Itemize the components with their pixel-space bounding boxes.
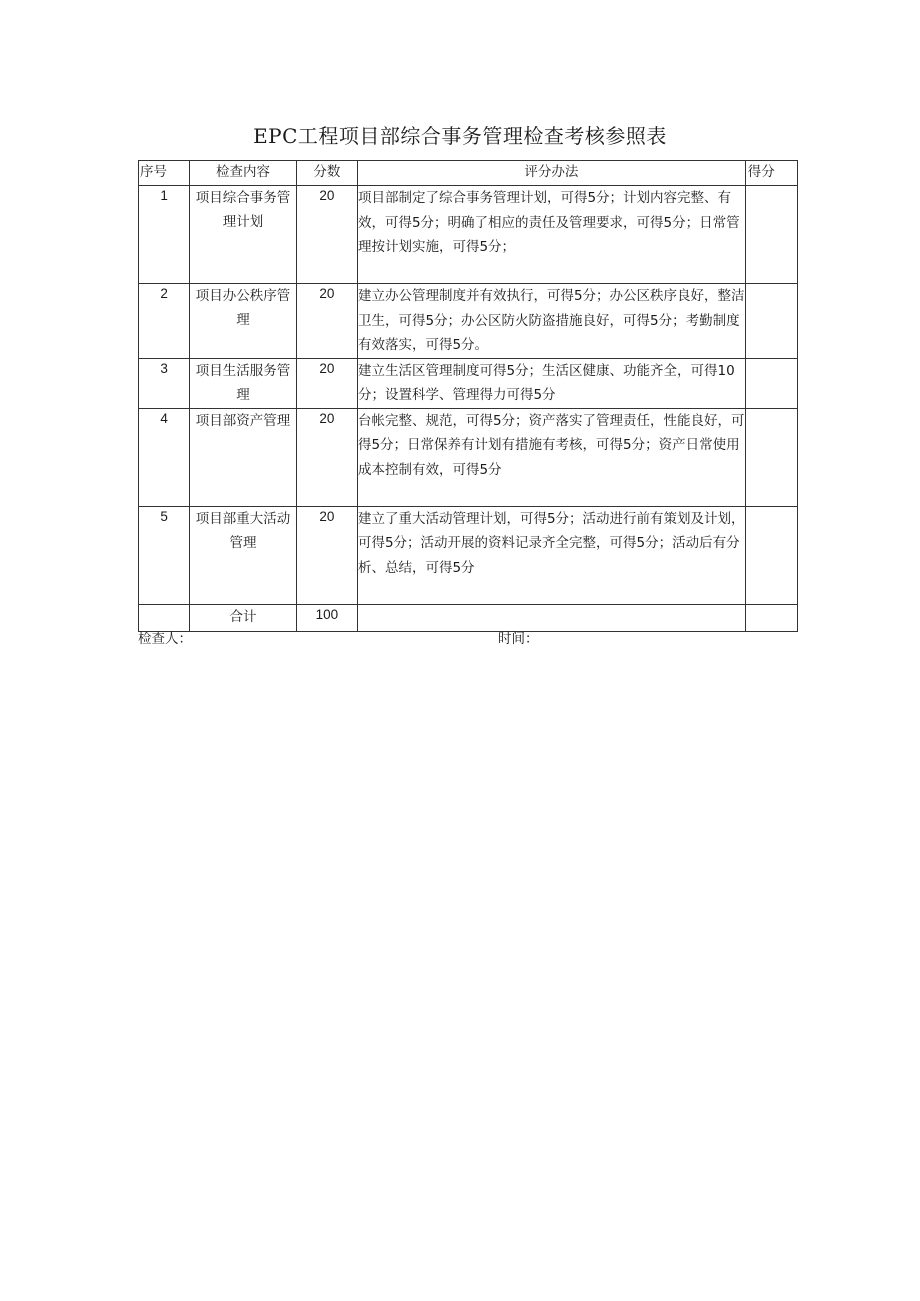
row-method: 台帐完整、规范，可得5分；资产落实了管理责任，性能良好，可得5分；日常保养有计划有措施有考核，可得5分；资产日常使用成本控制有效，可得5分 [357,408,745,506]
assessment-table [138,160,798,632]
row-method: 建立生活区管理制度可得5分；生活区健康、功能齐全，可得10分；设置科学、管理得力可得5分 [357,358,745,408]
row-number: 1 [139,186,190,284]
row-item: 项目综合事务管理计划 [190,186,296,284]
table-row [139,186,798,284]
row-number: 2 [139,284,190,359]
row-number: 3 [139,358,190,408]
row-score: 20 [296,408,357,506]
table-row [139,284,798,359]
table-row [139,358,798,408]
row-number: 5 [139,506,190,604]
row-got-score[interactable] [745,408,797,506]
header-got: 得分 [745,161,797,186]
row-item: 项目部重大活动管理 [190,506,296,604]
document-title: EPC工程项目部综合事务管理检查考核参照表 [253,124,667,148]
total-got-score[interactable] [745,604,797,631]
row-score: 20 [296,506,357,604]
row-got-score[interactable] [745,284,797,359]
total-method [357,604,745,631]
total-label: 合计 [190,604,296,631]
total-number [139,604,190,631]
signature-row [138,628,798,650]
total-row [139,604,798,631]
row-item: 项目部资产管理 [190,408,296,506]
inspector-label: 检查人： [138,631,192,647]
row-number: 4 [139,408,190,506]
table-row [139,408,798,506]
row-score: 20 [296,358,357,408]
header-method: 评分办法 [357,161,745,186]
row-got-score[interactable] [745,186,797,284]
row-method: 建立办公管理制度并有效执行，可得5分；办公区秩序良好，整洁卫生，可得5分；办公区防火防盗措施良好，可得5分；考勤制度有效落实，可得5分。 [357,284,745,359]
header-no: 序号 [139,161,190,186]
row-score: 20 [296,186,357,284]
time-label: 时间： [498,631,539,647]
header-score: 分数 [296,161,357,186]
row-score: 20 [296,284,357,359]
row-method: 项目部制定了综合事务管理计划，可得5分；计划内容完整、有效，可得5分；明确了相应的责任及管理要求，可得5分；日常管理按计划实施，可得5分； [357,186,745,284]
row-item: 项目办公秩序管理 [190,284,296,359]
table-header-row [139,161,798,186]
row-method: 建立了重大活动管理计划，可得5分；活动进行前有策划及计划，可得5分；活动开展的资料记录齐全完整，可得5分；活动后有分析、总结，可得5分 [357,506,745,604]
table-row [139,506,798,604]
row-got-score[interactable] [745,506,797,604]
header-item: 检查内容 [190,161,296,186]
total-score: 100 [296,604,357,631]
row-got-score[interactable] [745,358,797,408]
row-item: 项目生活服务管理 [190,358,296,408]
